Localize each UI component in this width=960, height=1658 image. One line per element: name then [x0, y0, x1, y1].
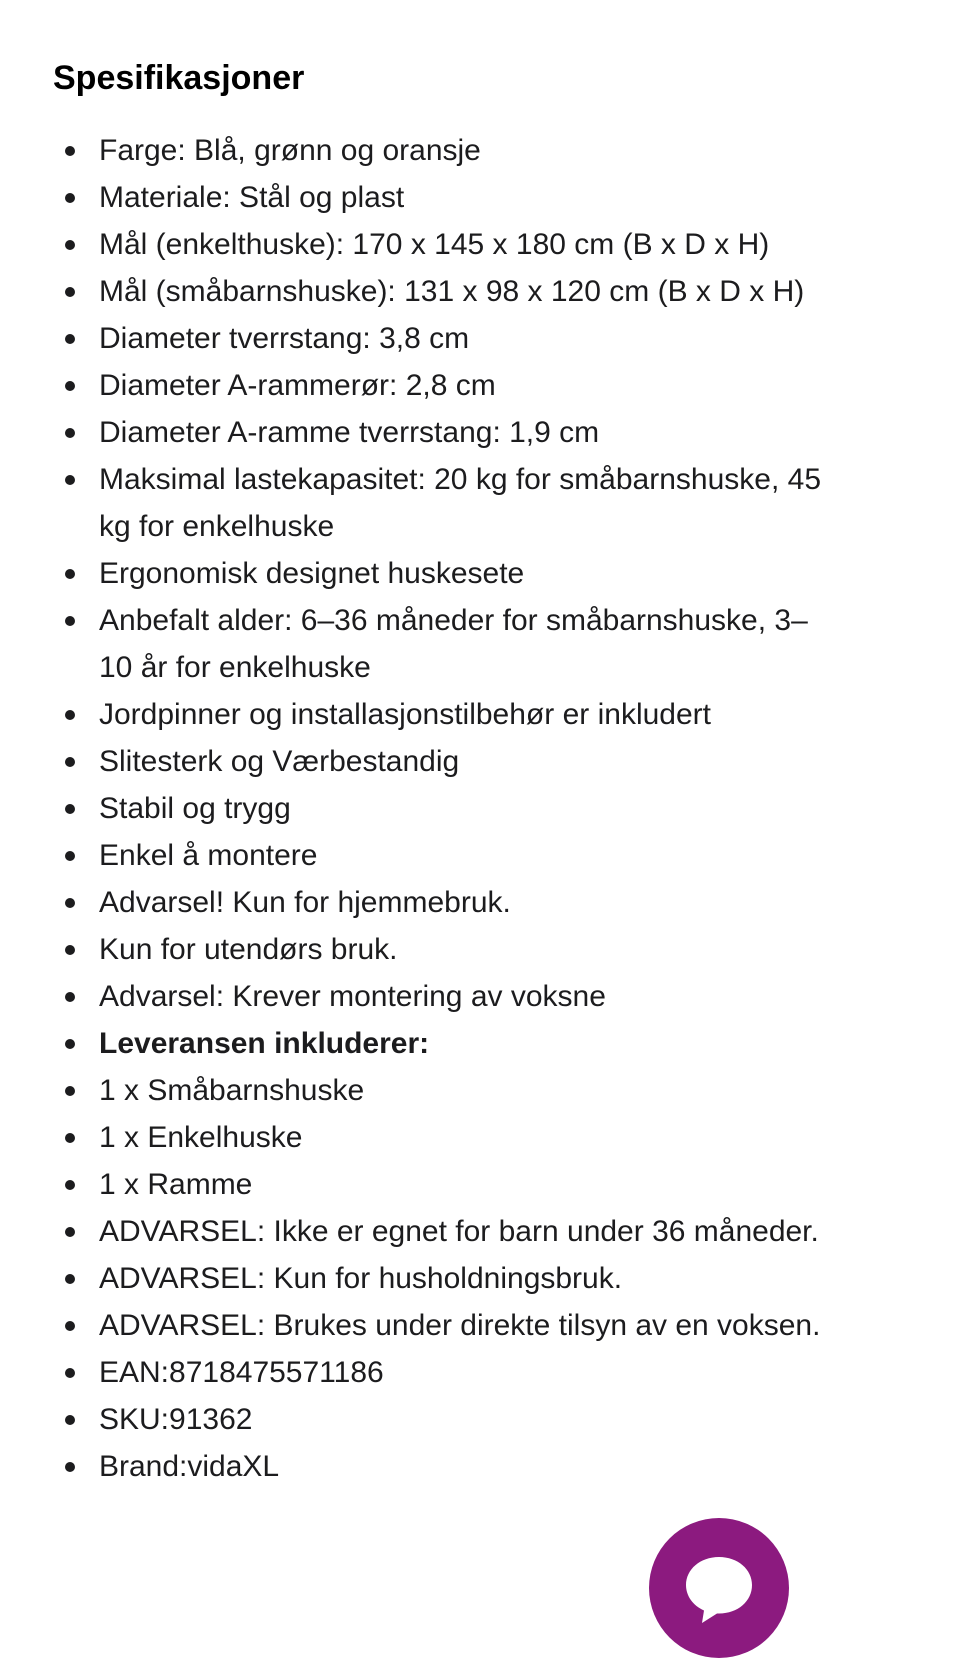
spec-item: 1 x Småbarnshuske	[0, 1067, 960, 1114]
spec-item: 1 x Ramme	[0, 1161, 960, 1208]
spec-item: Diameter A-ramme tverrstang: 1,9 cm	[0, 409, 960, 456]
chat-bubble-icon	[681, 1550, 757, 1626]
spec-item: 1 x Enkelhuske	[0, 1114, 960, 1161]
spec-item: Stabil og trygg	[0, 785, 960, 832]
spec-item: ADVARSEL: Kun for husholdningsbruk.	[0, 1255, 960, 1302]
spec-item: SKU:91362	[0, 1396, 960, 1443]
spec-item: Diameter tverrstang: 3,8 cm	[0, 315, 960, 362]
spec-item: Mål (småbarnshuske): 131 x 98 x 120 cm (B x D x H)	[0, 268, 960, 315]
spec-item: Brand:vidaXL	[0, 1443, 960, 1490]
spec-item: Jordpinner og installasjonstilbehør er inkludert	[0, 691, 960, 738]
spec-item: ADVARSEL: Ikke er egnet for barn under 36 måneder.	[0, 1208, 960, 1255]
spec-list	[0, 127, 960, 1490]
spec-item: Kun for utendørs bruk.	[0, 926, 960, 973]
spec-item: Farge: Blå, grønn og oransje	[0, 127, 960, 174]
chat-button[interactable]	[649, 1518, 789, 1658]
spec-item: Slitesterk og Værbestandig	[0, 738, 960, 785]
spec-item: ADVARSEL: Brukes under direkte tilsyn av en voksen.	[0, 1302, 960, 1349]
spec-item: Anbefalt alder: 6–36 måneder for småbarnshuske, 3–10 år for enkelhuske	[0, 597, 960, 691]
spec-item: Enkel å montere	[0, 832, 960, 879]
spec-item: Advarsel: Krever montering av voksne	[0, 973, 960, 1020]
spec-item: Advarsel! Kun for hjemmebruk.	[0, 879, 960, 926]
spec-item: Diameter A-rammerør: 2,8 cm	[0, 362, 960, 409]
spec-item: Materiale: Stål og plast	[0, 174, 960, 221]
spec-item: Maksimal lastekapasitet: 20 kg for småbarnshuske, 45 kg for enkelhuske	[0, 456, 960, 550]
spec-item: EAN:8718475571186	[0, 1349, 960, 1396]
spec-item-delivery-heading: Leveransen inkluderer:	[0, 1020, 960, 1067]
spec-item: Mål (enkelthuske): 170 x 145 x 180 cm (B x D x H)	[0, 221, 960, 268]
spec-item: Ergonomisk designet huskesete	[0, 550, 960, 597]
section-heading: Spesifikasjoner	[53, 59, 305, 97]
